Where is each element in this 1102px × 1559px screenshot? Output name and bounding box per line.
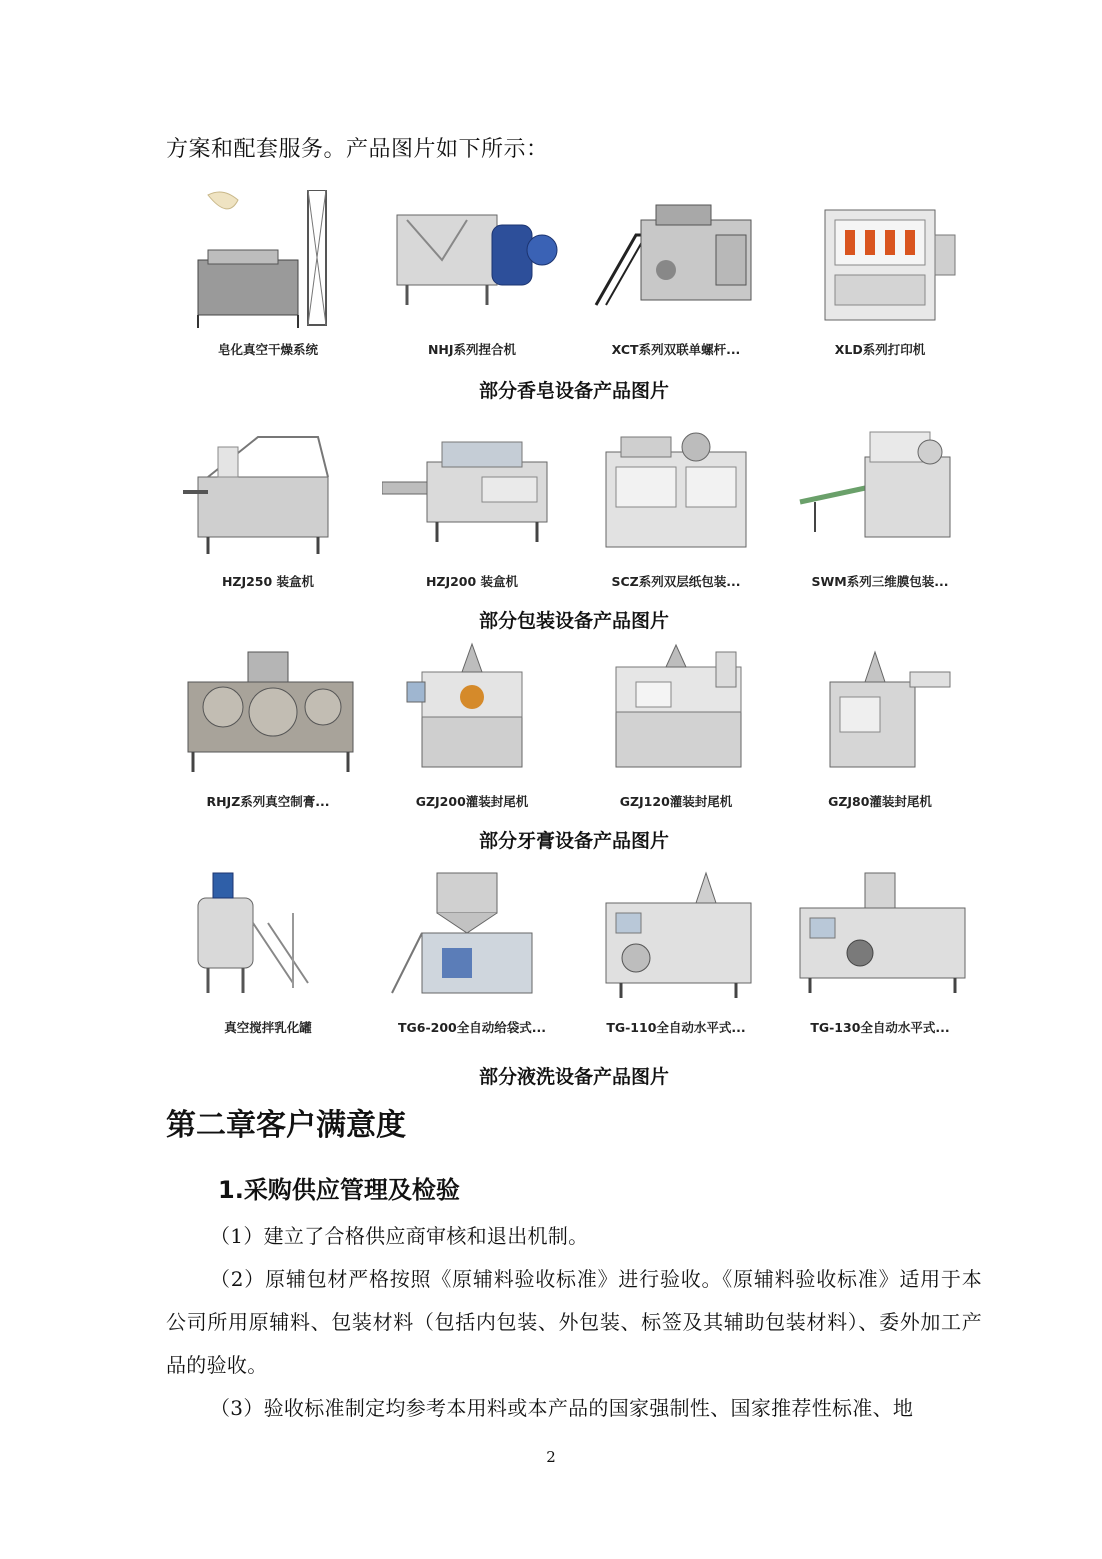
- product-label: 真空搅拌乳化罐: [224, 1020, 312, 1035]
- printer-machine-image: [790, 190, 970, 330]
- product-group-liquid: [166, 868, 982, 1088]
- product-label: GZJ80灌装封尾机: [828, 794, 932, 809]
- product-label: XCT系列双联单螺杆...: [611, 342, 741, 357]
- product-card: [778, 422, 982, 602]
- product-card: [574, 642, 778, 822]
- product-label: RHJZ系列真空制膏...: [206, 794, 330, 809]
- chapter-title: 第二章客户满意度: [166, 1108, 406, 1143]
- paragraph: （3）验收标准制定均参考本用料或本产品的国家强制性、国家推荐性标准、地: [210, 1396, 914, 1420]
- product-group-soap: [166, 190, 982, 402]
- tube-filler-image: [586, 642, 766, 782]
- product-card: [370, 642, 574, 822]
- product-label: SCZ系列双层纸包装...: [611, 574, 741, 589]
- vacuum-paste-mixer-image: [178, 642, 358, 782]
- bag-feeder-image: [382, 868, 562, 1008]
- product-row: [166, 642, 982, 822]
- product-label: GZJ120灌装封尾机: [619, 794, 733, 809]
- product-card: [166, 190, 370, 370]
- product-label: 皂化真空干燥系统: [217, 342, 318, 357]
- screw-extruder-image: [586, 190, 766, 330]
- section-title: 1.采购供应管理及检验: [218, 1176, 460, 1204]
- tube-filler-image: [382, 642, 562, 782]
- product-label: GZJ200灌装封尾机: [415, 794, 529, 809]
- product-card: [370, 422, 574, 602]
- product-row: [166, 868, 982, 1048]
- kneader-image: [382, 190, 562, 330]
- intro-text: 方案和配套服务。产品图片如下所示：: [166, 137, 549, 162]
- product-card: [166, 642, 370, 822]
- page-number: 2: [546, 1448, 556, 1466]
- product-card: [370, 868, 574, 1048]
- product-card: [574, 190, 778, 370]
- paragraph: （2）原辅包材严格按照《原辅料验收标准》进行验收。《原辅料验收标准》适用于本公司所用原辅料、包装材料（包括内包装、外包装、标签及其辅助包装材料）、委外加工产品的验收。: [166, 1267, 982, 1377]
- cartoner-image: [178, 422, 358, 562]
- product-label: TG-130全自动水平式...: [810, 1020, 950, 1035]
- tower-dryer-image: [178, 190, 358, 330]
- product-label: NHJ系列捏合机: [427, 342, 517, 357]
- horizontal-packer-image: [586, 868, 766, 1008]
- product-card: [574, 868, 778, 1048]
- paper-wrapper-image: [586, 422, 766, 562]
- product-card: [166, 868, 370, 1048]
- emulsifier-tank-image: [178, 868, 358, 1008]
- product-label: XLD系列打印机: [834, 342, 926, 357]
- product-row: [166, 190, 982, 370]
- product-card: [166, 422, 370, 602]
- product-card: [370, 190, 574, 370]
- product-card: [778, 868, 982, 1048]
- group-caption: 部分液洗设备产品图片: [478, 1066, 669, 1088]
- group-caption: 部分包装设备产品图片: [478, 610, 669, 632]
- product-group-packaging: [166, 422, 982, 632]
- horizontal-packer-image: [790, 868, 970, 1008]
- group-caption: 部分牙膏设备产品图片: [478, 830, 669, 852]
- product-label: SWM系列三维膜包装...: [811, 574, 949, 589]
- product-label: TG6-200全自动给袋式...: [397, 1020, 546, 1035]
- paragraph: （1）建立了合格供应商审核和退出机制。: [210, 1224, 589, 1248]
- product-card: [778, 190, 982, 370]
- tube-filler-small-image: [790, 642, 970, 782]
- product-group-toothpaste: [166, 642, 982, 852]
- cartoner-long-image: [382, 422, 562, 562]
- product-label: TG-110全自动水平式...: [606, 1020, 746, 1035]
- product-card: [778, 642, 982, 822]
- product-row: [166, 422, 982, 602]
- product-card: [574, 422, 778, 602]
- film-wrapper-image: [790, 422, 970, 562]
- product-label: HZJ250 装盒机: [221, 574, 315, 589]
- group-caption: 部分香皂设备产品图片: [478, 380, 669, 402]
- product-label: HZJ200 装盒机: [425, 574, 519, 589]
